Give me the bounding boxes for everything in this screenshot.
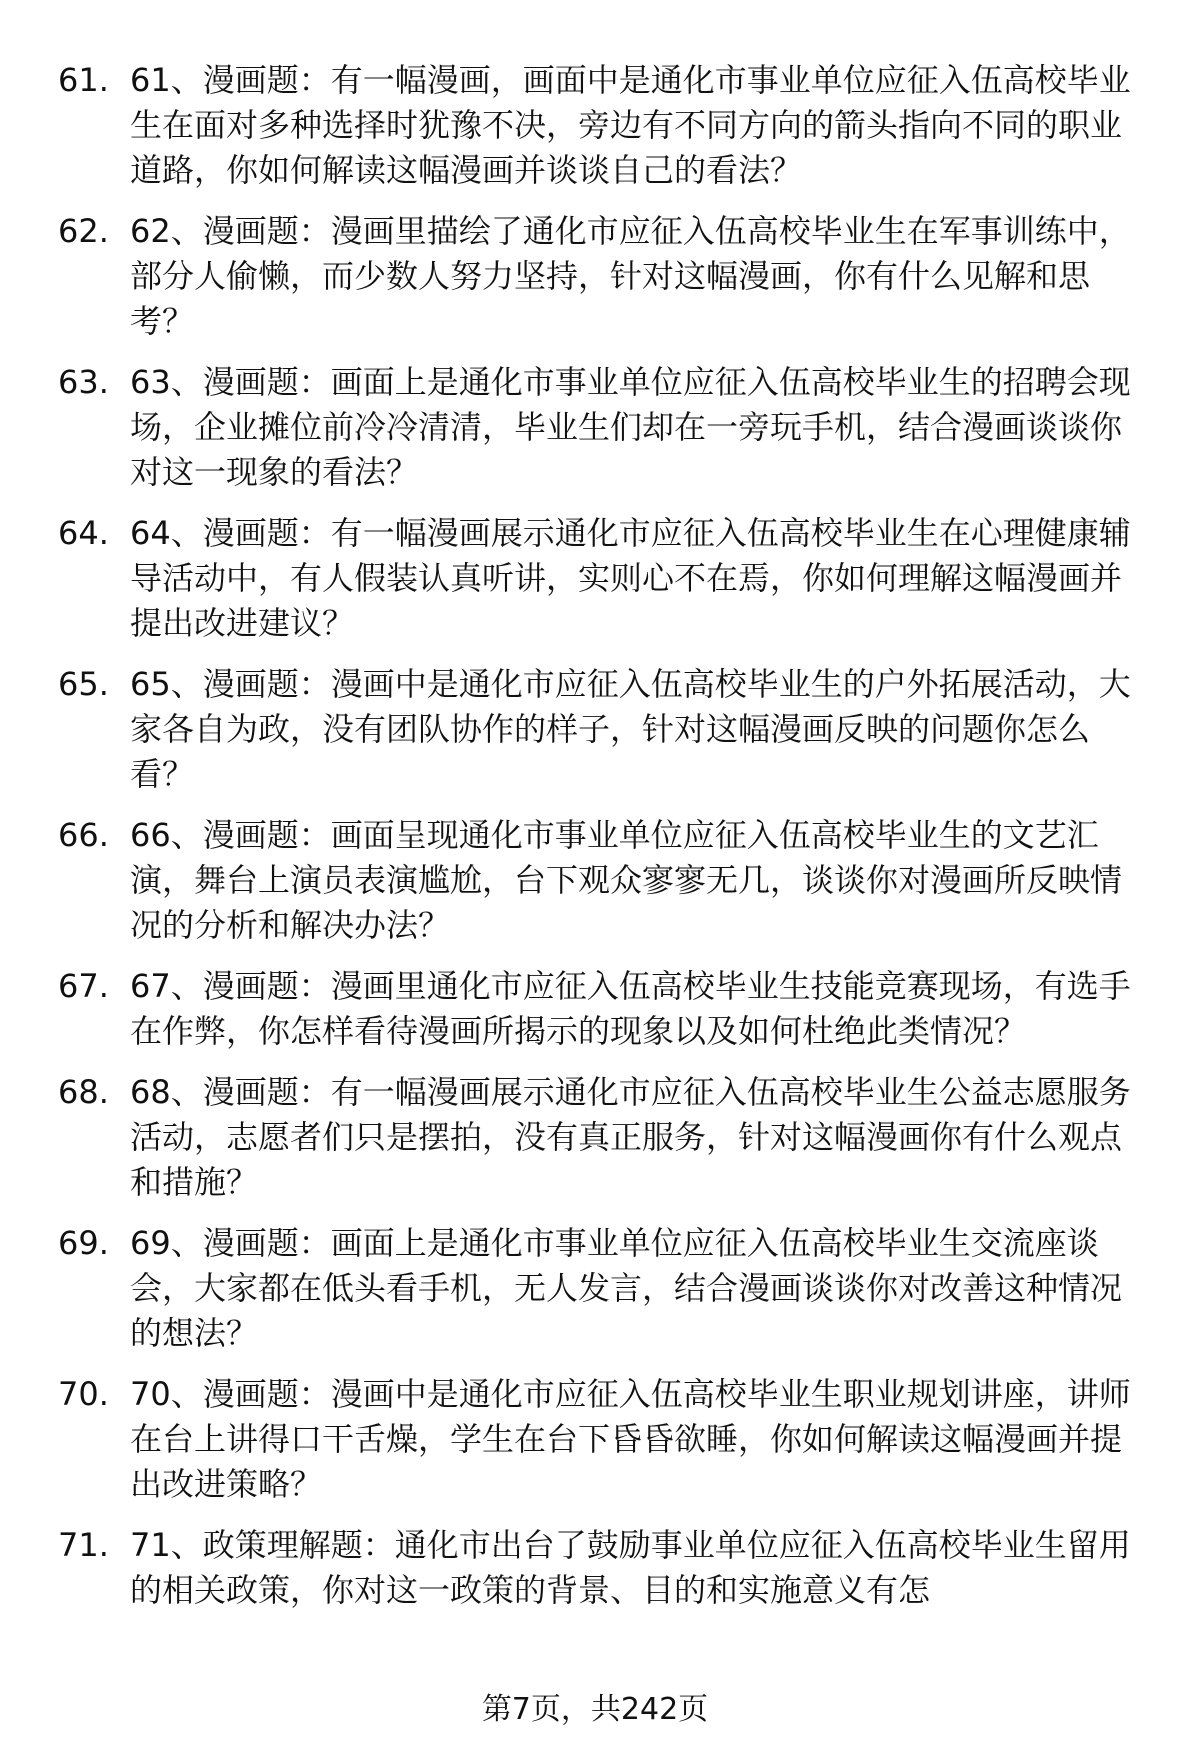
list-item [58, 511, 1148, 646]
page-number-label: 第7页，共242页 [481, 1692, 709, 1727]
question-text: 65、漫画题：漫画中是通化市应征入伍高校毕业生的户外拓展活动，大家各自为政，没有团队协作的样子，针对这幅漫画反映的问题你怎么看？ [130, 665, 1131, 793]
list-item [58, 662, 1148, 797]
question-text: 70、漫画题：漫画中是通化市应征入伍高校毕业生职业规划讲座，讲师在台上讲得口干舌燥，学生在台下昏昏欲睡，你如何解读这幅漫画并提出改进策略？ [130, 1375, 1131, 1503]
question-number: 69. [58, 1224, 109, 1262]
list-item [58, 209, 1148, 344]
question-number: 71. [58, 1526, 109, 1564]
list-item [58, 1070, 1148, 1205]
question-number: 65. [58, 665, 109, 703]
question-number: 64. [58, 514, 109, 552]
question-number: 68. [58, 1073, 109, 1111]
list-item [58, 1221, 1148, 1356]
question-text: 69、漫画题：画面上是通化市事业单位应征入伍高校毕业生交流座谈会，大家都在低头看手机，无人发言，结合漫画谈谈你对改善这种情况的想法？ [130, 1224, 1123, 1352]
list-item [58, 360, 1148, 495]
list-item [58, 58, 1148, 193]
question-text: 67、漫画题：漫画里通化市应征入伍高校毕业生技能竞赛现场，有选手在作弊，你怎样看待漫画所揭示的现象以及如何杜绝此类情况？ [130, 967, 1131, 1050]
question-number: 70. [58, 1375, 109, 1413]
question-text: 64、漫画题：有一幅漫画展示通化市应征入伍高校毕业生在心理健康辅导活动中，有人假装认真听讲，实则心不在焉，你如何理解这幅漫画并提出改进建议？ [130, 514, 1131, 642]
list-item [58, 1523, 1148, 1613]
question-number: 63. [58, 363, 109, 401]
question-text: 62、漫画题：漫画里描绘了通化市应征入伍高校毕业生在军事训练中，部分人偷懒，而少数人努力坚持，针对这幅漫画，你有什么见解和思考？ [130, 212, 1131, 340]
question-text: 66、漫画题：画面呈现通化市事业单位应征入伍高校毕业生的文艺汇演，舞台上演员表演尴尬，台下观众寥寥无几，谈谈你对漫画所反映情况的分析和解决办法？ [130, 816, 1123, 944]
question-text: 61、漫画题：有一幅漫画，画面中是通化市事业单位应征入伍高校毕业生在面对多种选择时犹豫不决，旁边有不同方向的箭头指向不同的职业道路，你如何解读这幅漫画并谈谈自己的看法？ [130, 61, 1131, 189]
question-number: 67. [58, 967, 109, 1005]
list-item [58, 813, 1148, 948]
question-list [58, 58, 1148, 1629]
question-number: 66. [58, 816, 109, 854]
question-text: 63、漫画题：画面上是通化市事业单位应征入伍高校毕业生的招聘会现场，企业摊位前冷冷清清，毕业生们却在一旁玩手机，结合漫画谈谈你对这一现象的看法？ [130, 363, 1131, 491]
list-item [58, 1372, 1148, 1507]
page-footer [0, 1690, 1190, 1730]
question-number: 62. [58, 212, 109, 250]
question-text: 68、漫画题：有一幅漫画展示通化市应征入伍高校毕业生公益志愿服务活动，志愿者们只是摆拍，没有真正服务，针对这幅漫画你有什么观点和措施？ [130, 1073, 1131, 1201]
list-item [58, 964, 1148, 1054]
question-number: 61. [58, 61, 109, 99]
question-text: 71、政策理解题：通化市出台了鼓励事业单位应征入伍高校毕业生留用的相关政策，你对这一政策的背景、目的和实施意义有怎 [130, 1526, 1131, 1609]
